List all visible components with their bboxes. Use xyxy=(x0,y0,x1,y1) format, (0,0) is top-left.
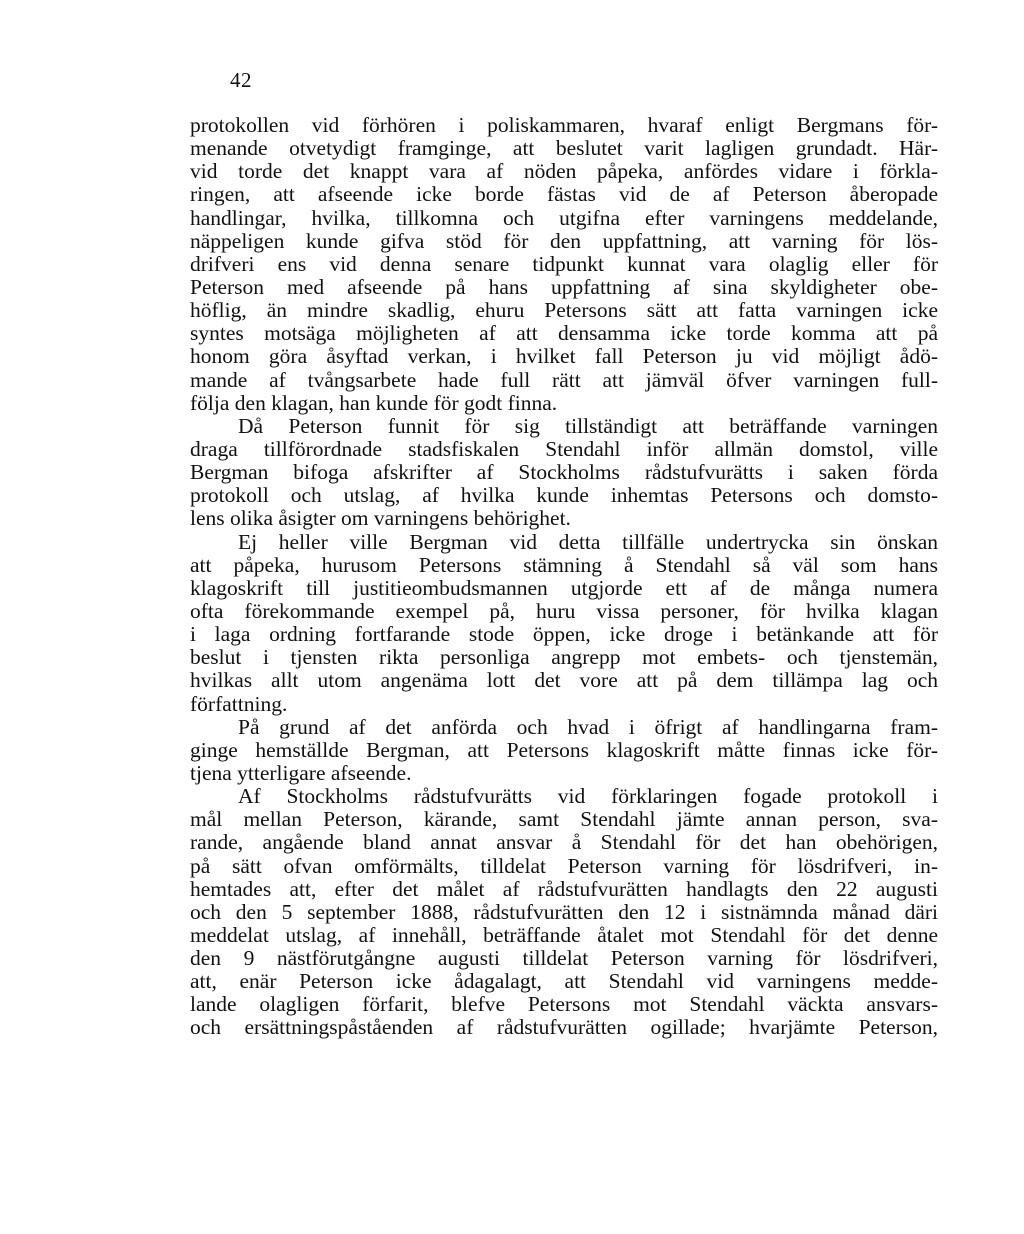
text-line: att, enär Peterson icke ådagalagt, att Stendahl vid varningens medde- xyxy=(190,969,938,994)
text-line: i laga ordning fortfarande stode öppen, icke droge i betänkande att för xyxy=(190,622,938,647)
text-line: den 9 nästförutgångne augusti tilldelat Peterson varning för lösdrifveri, xyxy=(190,946,938,971)
text-line: ginge hemställde Bergman, att Petersons klagoskrift måtte finnas icke för- xyxy=(190,737,938,762)
text-line: lande olagligen förfarit, blefve Petersons mot Stendahl väckta ansvars- xyxy=(190,992,938,1017)
text-line-paragraph-end: författning. xyxy=(190,691,288,716)
text-line: beslut i tjensten rikta personliga angrepp mot embets- och tjenstemän, xyxy=(190,645,938,670)
text-line: och den 5 september 1888, rådstufvurätten den 12 i sistnämnda månad däri xyxy=(190,899,938,924)
text-line: protokoll och utslag, af hvilka kunde inhemtas Petersons och domsto- xyxy=(190,483,938,508)
text-line: Bergman bifoga afskrifter af Stockholms rådstufvurätts i saken förda xyxy=(190,460,938,485)
page-number: 42 xyxy=(230,68,252,92)
text-line: näppeligen kunde gifva stöd för den uppfattning, att varning för lös- xyxy=(190,228,938,253)
body-text xyxy=(190,114,938,1040)
text-line: på sätt ofvan omförmälts, tilldelat Peterson varning för lösdrifveri, in- xyxy=(190,853,938,878)
text-line-paragraph-end: tjena ytterligare afseende. xyxy=(190,760,412,785)
text-line: meddelat utslag, af innehåll, beträffande åtalet mot Stendahl för det denne xyxy=(190,922,938,947)
text-line: syntes motsäga möjligheten af att densamma icke torde komma att på xyxy=(190,321,938,346)
text-line: klagoskrift till justitieombudsmannen utgjorde ett af de många numera xyxy=(190,575,938,600)
text-line: honom göra åsyftad verkan, i hvilket fall Peterson ju vid möjligt ådö- xyxy=(190,344,938,369)
text-line: Peterson med afseende på hans uppfattning af sina skyldigheter obe- xyxy=(190,274,938,299)
text-line-paragraph-end: lens olika åsigter om varningens behörighet. xyxy=(190,506,571,531)
text-line: ringen, att afseende icke borde fästas vid de af Peterson åberopade xyxy=(190,182,938,207)
text-line: handlingar, hvilka, tillkomna och utgifna efter varningens meddelande, xyxy=(190,205,938,230)
text-line: hemtades att, efter det målet af rådstufvurätten handlagts den 22 augusti xyxy=(190,876,938,901)
text-line: menande otvetydigt framginge, att beslutet varit lagligen grundadt. Här- xyxy=(190,136,938,161)
text-line: drifveri ens vid denna senare tidpunkt kunnat vara olaglig eller för xyxy=(190,251,938,276)
text-line: att påpeka, hurusom Petersons stämning å Stendahl så väl som hans xyxy=(190,552,938,577)
text-line: protokollen vid förhören i poliskammaren, hvaraf enligt Bergmans för- xyxy=(190,113,938,137)
text-line-paragraph-end: följa den klagan, han kunde för godt finna. xyxy=(190,390,558,415)
text-line: höflig, än mindre skadlig, ehuru Petersons sätt att fatta varningen icke xyxy=(190,298,938,323)
text-line: vid torde det knappt vara af nöden påpeka, anfördes vidare i förkla- xyxy=(190,159,938,184)
text-line-paragraph-start: Ej heller ville Bergman vid detta tillfälle undertrycka sin önskan xyxy=(238,529,938,554)
text-line: rande, angående bland annat ansvar å Stendahl för det han obehörigen, xyxy=(190,830,938,855)
text-line-paragraph-start: Då Peterson funnit för sig tillständigt att beträffande varningen xyxy=(238,413,938,438)
text-line: mande af tvångsarbete hade full rätt att jämväl öfver varningen full- xyxy=(190,367,938,392)
text-line-paragraph-start: Af Stockholms rådstufvurätts vid förklaringen fogade protokoll i xyxy=(238,784,938,809)
text-line: draga tillförordnade stadsfiskalen Stendahl inför allmän domstol, ville xyxy=(190,436,938,461)
text-line: ofta förekommande exempel på, huru vissa personer, för hvilka klagan xyxy=(190,598,938,623)
text-line: och ersättningspåståenden af rådstufvurätten ogillade; hvarjämte Peterson, xyxy=(190,1015,938,1040)
text-line: mål mellan Peterson, kärande, samt Stendahl jämte annan person, sva- xyxy=(190,807,938,832)
text-line-paragraph-start: På grund af det anförda och hvad i öfrigt af handlingarna fram- xyxy=(238,714,938,739)
text-line: hvilkas allt utom angenäma lott det vore att på dem tillämpa lag och xyxy=(190,668,938,693)
